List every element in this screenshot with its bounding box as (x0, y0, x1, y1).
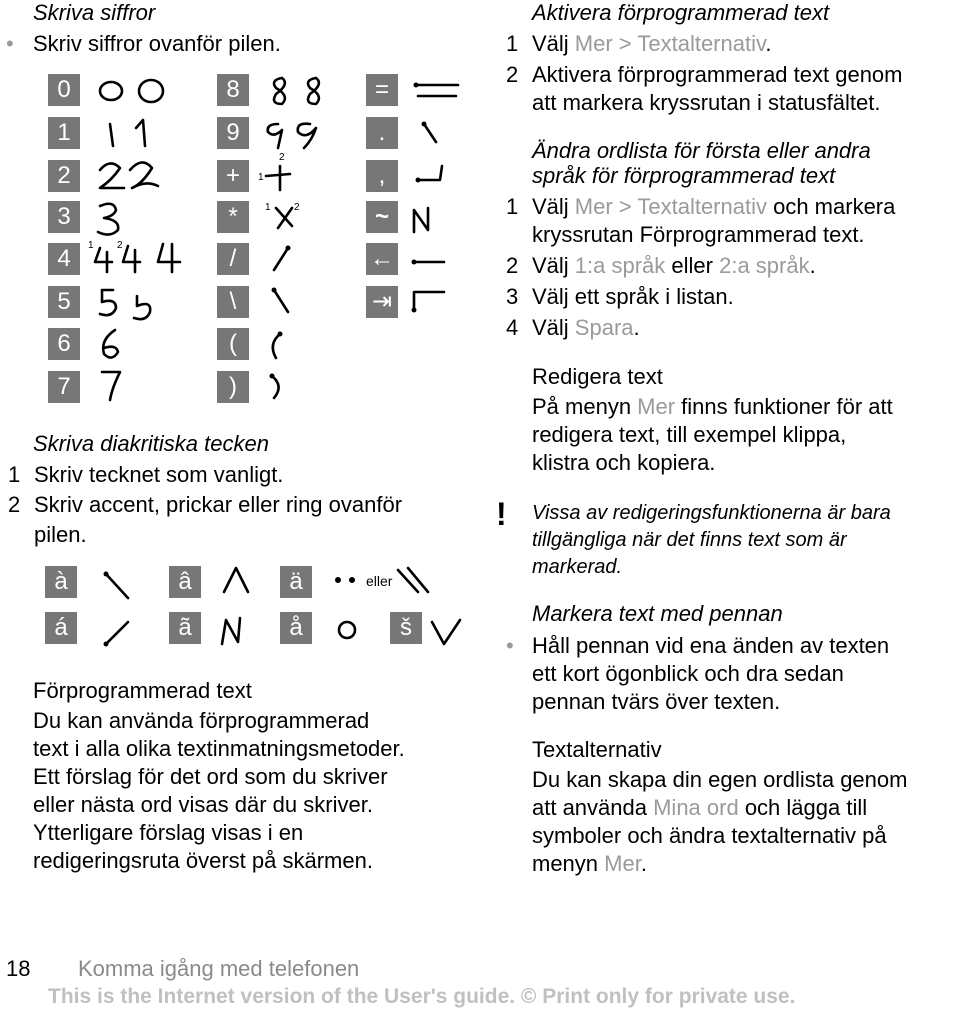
step-text: Aktivera förprogrammerad text genom (532, 62, 903, 87)
note-line: tillgängliga när det finns text som är (532, 529, 847, 551)
text: och lägga till (738, 795, 868, 820)
svg-text:2: 2 (279, 152, 285, 163)
section-heading-textalternativ: Textalternativ (532, 737, 662, 762)
key-equals: = (366, 74, 398, 106)
bullet-continued: ett kort ögonblick och dra sedan (532, 661, 844, 686)
paragraph-line (532, 393, 893, 421)
paragraph-line: klistra och kopiera. (532, 450, 716, 475)
language-1-link: 1:a språk (574, 253, 666, 278)
key-slash: / (217, 243, 249, 275)
step-number: 2 (8, 492, 21, 517)
section-heading-diakritiska: Skriva diakritiska tecken (33, 431, 269, 456)
bullet-text: Skriv siffror ovanför pilen. (33, 31, 281, 56)
key-7: 7 (48, 371, 80, 403)
step-number: 1 (506, 194, 519, 219)
key-open-paren: ( (217, 328, 249, 360)
key-8: 8 (217, 74, 249, 106)
step-3 (506, 283, 734, 311)
step-text: Välj ett språk i listan. (532, 284, 734, 309)
text: På menyn (532, 394, 638, 419)
bullet-dot: • (506, 633, 514, 658)
svg-text:2: 2 (117, 240, 123, 251)
paragraph-line: Ett förslag för det ord som du skriver (33, 764, 388, 789)
note-text (532, 500, 891, 581)
key-backspace: ← (366, 243, 398, 275)
spara-link: Spara (574, 315, 634, 340)
menu-path-link: Mer > Textalternativ (574, 194, 767, 219)
paragraph-line: text i alla olika textinmatningsmetoder. (33, 736, 405, 761)
key-backslash: \ (217, 286, 249, 318)
step-text-end: . (809, 253, 816, 278)
note-line: Vissa av redigeringsfunktionerna är bara (532, 502, 891, 524)
paragraph-line: redigera text, till exempel klippa, (532, 422, 847, 447)
step-2 (506, 252, 816, 280)
step-text: Välj (532, 31, 575, 56)
step-2-continued: att markera kryssrutan i statusfältet. (532, 90, 881, 115)
eller-label: eller (366, 573, 393, 589)
paragraph-line: redigeringsruta överst på skärmen. (33, 848, 373, 873)
mer-link: Mer (637, 394, 676, 419)
mina-ord-link: Mina ord (653, 795, 739, 820)
key-a-umlaut: ä (280, 566, 312, 598)
step-4 (506, 314, 640, 342)
step-1-continued: kryssrutan Förprogrammerad text. (532, 222, 865, 247)
note-line: markerad. (532, 556, 623, 578)
diacritic-strokes-illustration (0, 0, 470, 660)
step-2 (506, 61, 903, 89)
svg-text:2: 2 (294, 202, 300, 213)
key-9: 9 (217, 117, 249, 149)
step-text: Välj (532, 194, 575, 219)
paragraph-line: Ytterligare förslag visas i en (33, 820, 304, 845)
key-comma: , (366, 160, 398, 192)
key-a-acute: á (45, 612, 77, 644)
bullet-continued: pennan tvärs över texten. (532, 689, 781, 714)
step-number: 2 (506, 253, 519, 278)
step-number: 1 (506, 31, 519, 56)
step-1 (506, 193, 895, 221)
section-heading-skriva-siffror: Skriva siffror (33, 0, 156, 25)
section-heading-andra-ordlista-cont: språk för förprogrammerad text (532, 163, 836, 188)
step-text: Välj (532, 315, 575, 340)
page-number: 18 (6, 956, 31, 981)
key-1: 1 (48, 117, 80, 149)
section-heading-aktivera: Aktivera förprogrammerad text (532, 0, 830, 25)
paragraph-line (532, 850, 647, 878)
text: menyn (532, 851, 605, 876)
step-number: 1 (8, 462, 21, 487)
step-number: 2 (506, 62, 519, 87)
exclamation-note-icon: ! (496, 496, 507, 532)
key-a-grave: à (45, 566, 77, 598)
step-1 (506, 30, 771, 58)
section-heading-markera: Markera text med pennan (532, 601, 783, 626)
step-text: Skriv accent, prickar eller ring ovanför (34, 492, 403, 517)
section-heading-forprogrammerad: Förprogrammerad text (33, 678, 252, 703)
step-text: Välj (532, 253, 575, 278)
key-tab: ⇥ (366, 286, 398, 318)
key-period: . (366, 117, 398, 149)
key-asterisk: * (217, 201, 249, 233)
bullet-item (506, 632, 889, 660)
key-6: 6 (48, 328, 80, 360)
key-4: 4 (48, 243, 80, 275)
step-text-mid: eller (665, 253, 720, 278)
step-text-end: . (765, 31, 772, 56)
step-text: Skriv tecknet som vanligt. (34, 462, 284, 487)
svg-text:1: 1 (88, 240, 94, 251)
paragraph-line: symboler och ändra textalternativ på (532, 823, 887, 848)
key-0: 0 (48, 74, 80, 106)
step-number: 4 (506, 315, 519, 340)
internet-version-notice: This is the Internet version of the User's guide. © Print only for private use. (48, 985, 796, 1008)
key-5: 5 (48, 286, 80, 318)
key-close-paren: ) (217, 371, 249, 403)
step-2-continued: pilen. (34, 522, 87, 547)
text: att använda (532, 795, 654, 820)
chapter-title: Komma igång med telefonen (78, 956, 360, 981)
text: finns funktioner för att (675, 394, 893, 419)
paragraph-line (532, 794, 867, 822)
paragraph-line: Du kan skapa din egen ordlista genom (532, 767, 908, 792)
mer-link: Mer (604, 851, 641, 876)
paragraph-line: Du kan använda förprogrammerad (33, 708, 370, 733)
key-a-ring: å (280, 612, 312, 644)
key-2: 2 (48, 160, 80, 192)
menu-path-link: Mer > Textalternativ (574, 31, 766, 56)
text: . (640, 851, 647, 876)
bullet-dot: • (6, 31, 14, 56)
bullet-text: Håll pennan vid ena änden av texten (532, 633, 890, 658)
step-text-end: . (633, 315, 640, 340)
key-tilde: ~ (366, 201, 398, 233)
key-3: 3 (48, 201, 80, 233)
language-2-link: 2:a språk (719, 253, 810, 278)
paragraph-line: eller nästa ord visas där du skriver. (33, 792, 373, 817)
section-heading-andra-ordlista: Ändra ordlista för första eller andra (532, 138, 871, 163)
svg-text:1: 1 (258, 172, 264, 183)
step-number: 3 (506, 284, 519, 309)
key-a-tilde: ã (169, 612, 201, 644)
key-plus: + (217, 160, 249, 192)
step-text-end: och markera (766, 194, 896, 219)
key-s-caron: š (390, 612, 422, 644)
section-heading-redigera: Redigera text (532, 364, 663, 389)
svg-text:1: 1 (265, 202, 271, 213)
key-a-circumflex: â (169, 566, 201, 598)
